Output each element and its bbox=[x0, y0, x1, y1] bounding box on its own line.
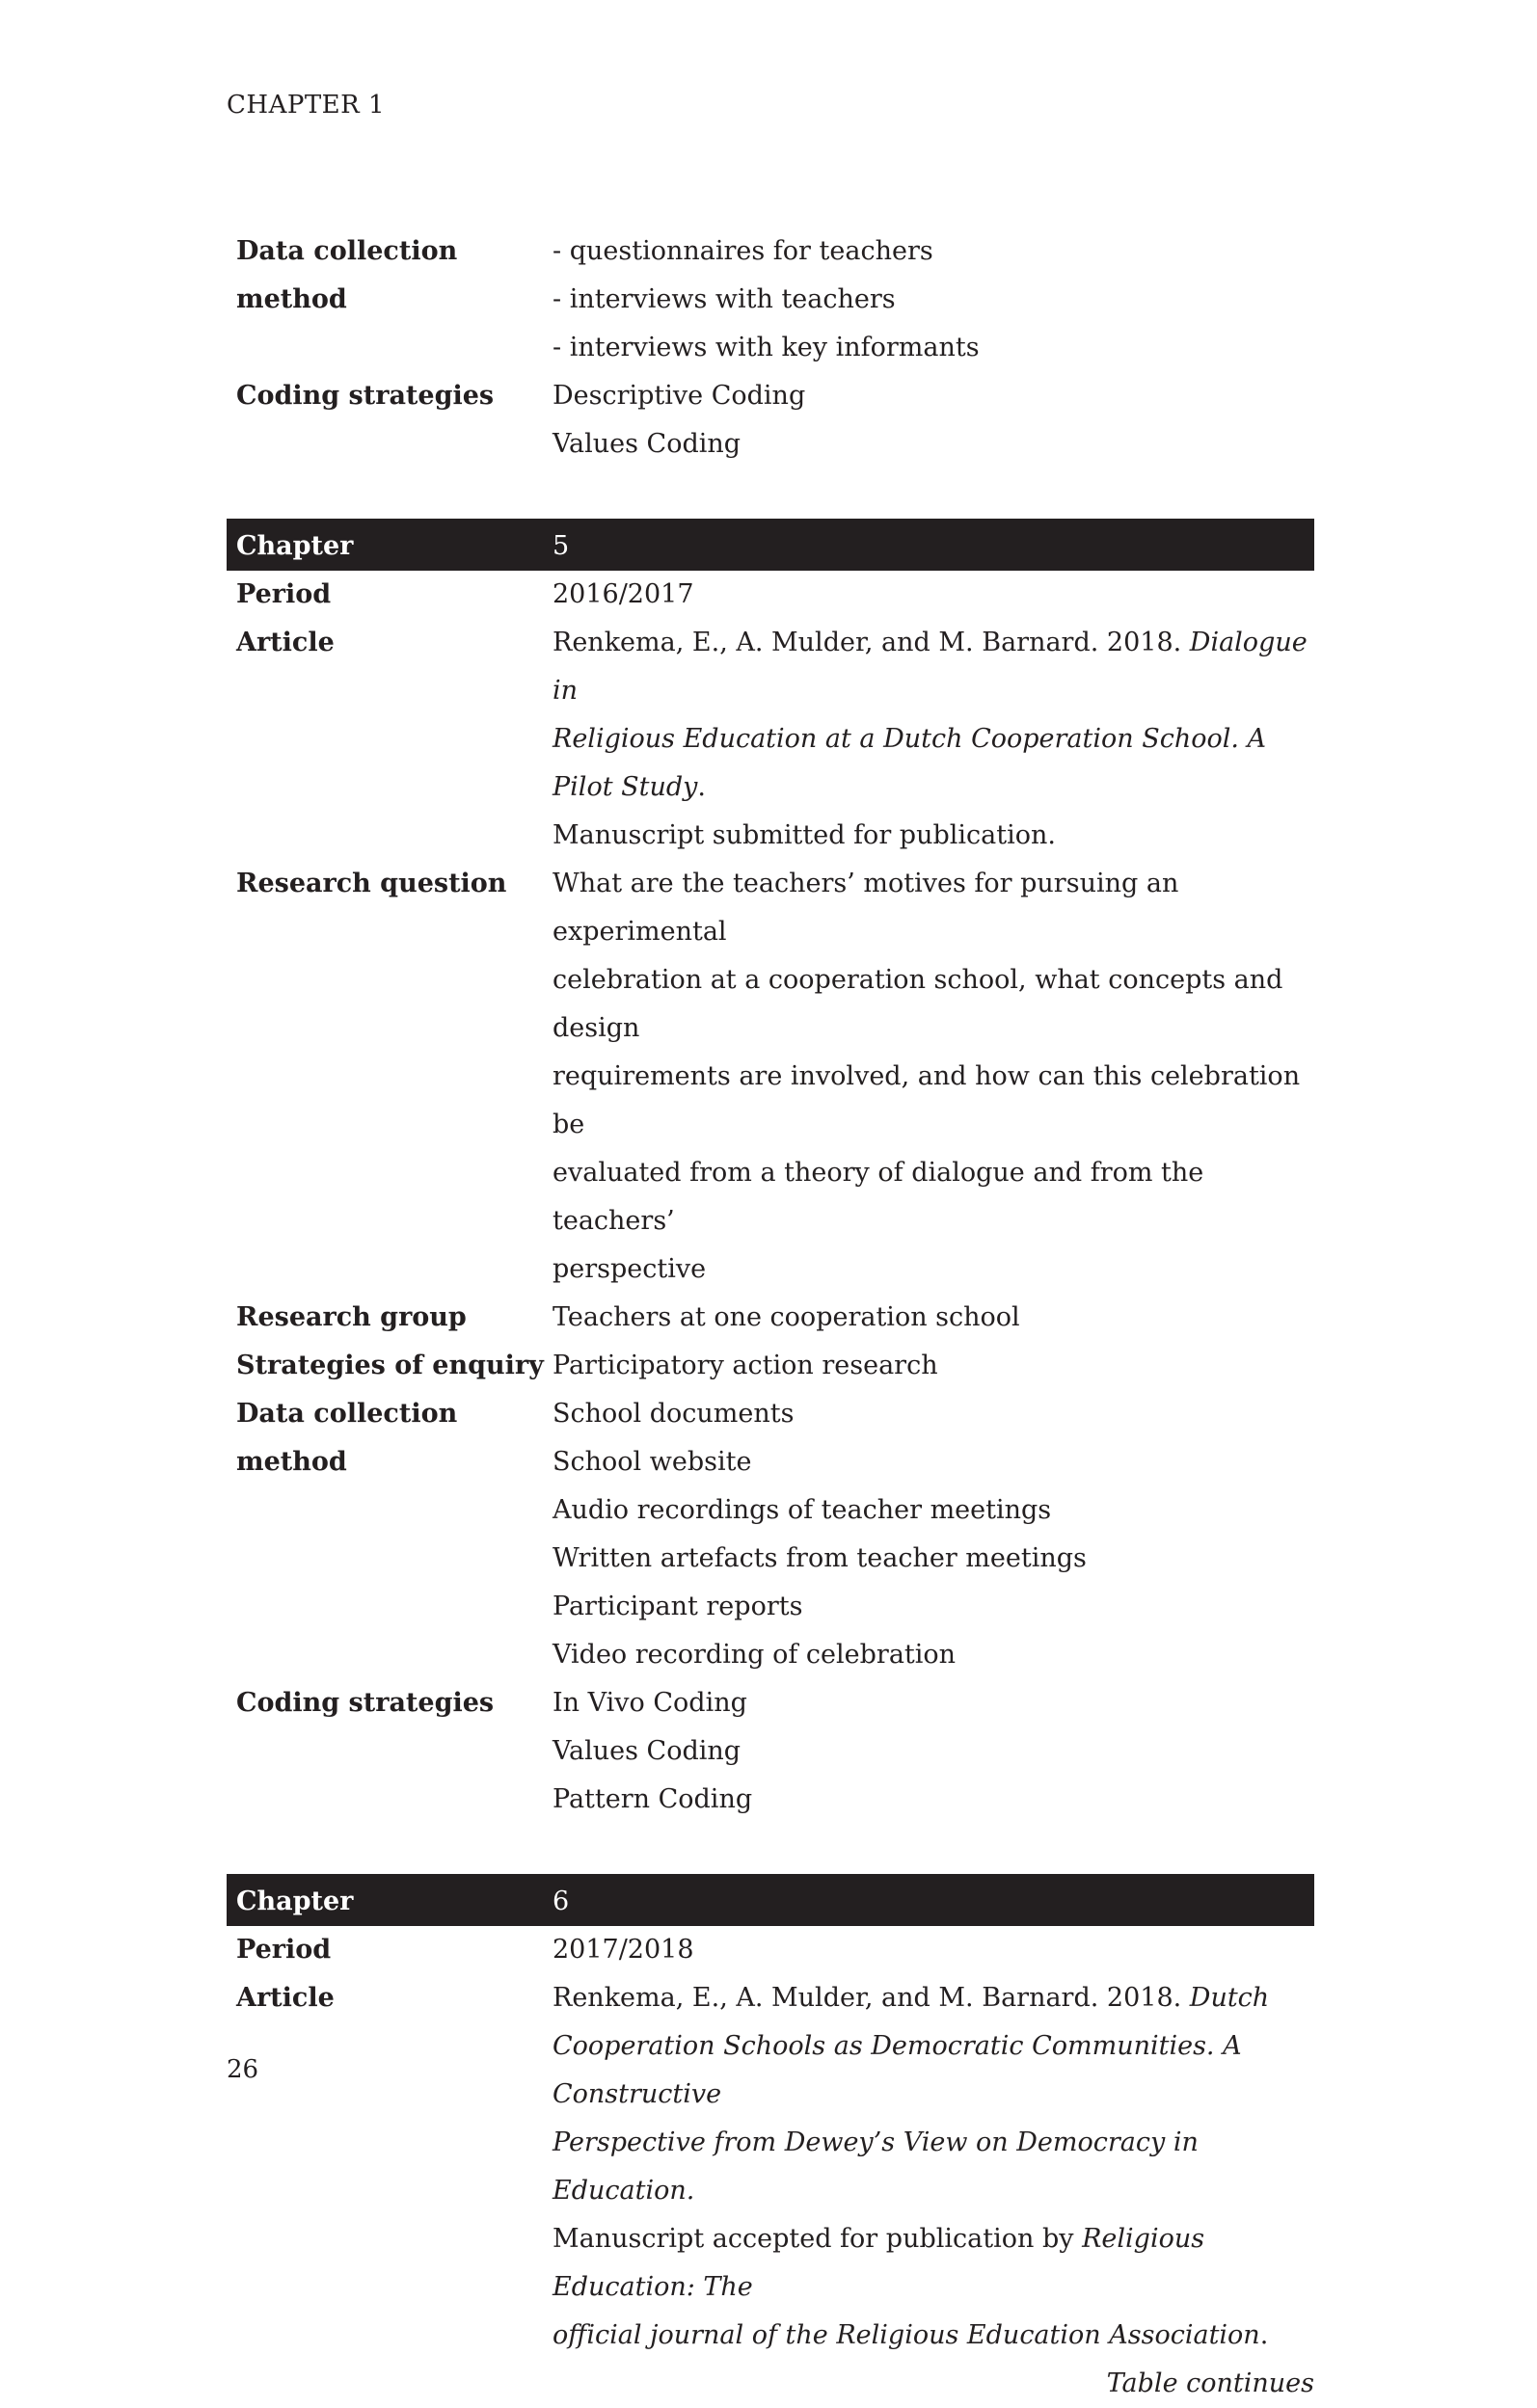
coding-row bbox=[227, 1679, 1314, 1824]
row-value bbox=[553, 860, 1314, 1294]
row-label: Data collection method bbox=[236, 236, 458, 314]
row-value: Participatory action research bbox=[553, 1351, 938, 1380]
list-item: In Vivo Coding bbox=[553, 1688, 747, 1718]
article-authors: Renkema, E., A. Mulder, and M. Barnard. 2018. bbox=[553, 1983, 1190, 2013]
row-label: Article bbox=[236, 1983, 335, 2013]
article-title: Dutch bbox=[1189, 1983, 1270, 2013]
text-line: celebration at a cooperation school, what concepts and design bbox=[553, 965, 1283, 1043]
list-item: Pattern Coding bbox=[553, 1784, 753, 1814]
chapter-number: 5 bbox=[553, 531, 570, 561]
list-item: - interviews with teachers bbox=[553, 284, 896, 314]
list-item: - questionnaires for teachers bbox=[553, 236, 933, 266]
row-value bbox=[553, 227, 1314, 372]
row-label: Period bbox=[236, 579, 332, 609]
list-item: - interviews with key informants bbox=[553, 333, 980, 362]
list-item: School documents bbox=[553, 1399, 795, 1429]
chapter-label: Chapter bbox=[236, 1886, 354, 1916]
row-label: Coding strategies bbox=[236, 381, 495, 411]
list-item: Video recording of celebration bbox=[553, 1640, 957, 1670]
article-authors: Renkema, E., A. Mulder, and M. Barnard. 2018. bbox=[553, 628, 1190, 657]
chapter-5-header bbox=[227, 519, 1314, 571]
row-value bbox=[553, 1390, 1314, 1679]
article-note: Manuscript accepted for publication by bbox=[553, 2224, 1083, 2254]
research-question-row bbox=[227, 860, 1314, 1294]
page-number: 26 bbox=[227, 2055, 259, 2084]
row-value: 2017/2018 bbox=[553, 1935, 694, 1965]
list-item: Values Coding bbox=[553, 1736, 742, 1766]
row-label: Coding strategies bbox=[236, 1688, 495, 1718]
running-head: CHAPTER 1 bbox=[227, 91, 386, 120]
data-collection-row bbox=[227, 1390, 1314, 1679]
row-value bbox=[553, 372, 1314, 468]
row-value: 2016/2017 bbox=[553, 579, 694, 609]
row-label: Data collection method bbox=[236, 1399, 458, 1477]
data-collection-row bbox=[227, 227, 1314, 372]
row-value: Teachers at one cooperation school bbox=[553, 1302, 1020, 1332]
research-group-row bbox=[227, 1294, 1314, 1342]
text-line: What are the teachers’ motives for pursuing an experimental bbox=[553, 869, 1179, 947]
text-line: evaluated from a theory of dialogue and from the teachers’ bbox=[553, 1158, 1204, 1236]
article-row bbox=[227, 1974, 1314, 2360]
table-continues-note: Table continues bbox=[1106, 2368, 1314, 2398]
row-label: Article bbox=[236, 628, 335, 657]
row-label: Period bbox=[236, 1935, 332, 1965]
period-row bbox=[227, 571, 1314, 619]
article-title: Religious Education at a Dutch Cooperation School. A Pilot Study bbox=[553, 724, 1267, 802]
article-title: Dialogue in bbox=[553, 628, 1308, 706]
list-item: Participant reports bbox=[553, 1592, 803, 1621]
list-item: Audio recordings of teacher meetings bbox=[553, 1495, 1052, 1525]
punctuation: . bbox=[697, 772, 706, 802]
row-label: Strategies of enquiry bbox=[236, 1351, 544, 1380]
row-value bbox=[553, 619, 1314, 860]
chapter-number: 6 bbox=[553, 1886, 570, 1916]
row-value bbox=[553, 1974, 1314, 2360]
research-overview-table bbox=[227, 227, 1314, 2408]
list-item: Values Coding bbox=[553, 429, 742, 459]
chapter-6-header bbox=[227, 1874, 1314, 1926]
row-value bbox=[553, 1679, 1314, 1824]
list-item: School website bbox=[553, 1447, 752, 1477]
article-row bbox=[227, 619, 1314, 860]
text-line: perspective bbox=[553, 1254, 707, 1284]
period-row bbox=[227, 1926, 1314, 1974]
row-label: Research question bbox=[236, 869, 507, 898]
row-label: Research group bbox=[236, 1302, 467, 1332]
article-title: Perspective from Dewey’s View on Democracy in Education. bbox=[553, 2127, 1199, 2206]
list-item: Written artefacts from teacher meetings bbox=[553, 1543, 1087, 1573]
strategies-row bbox=[227, 1342, 1314, 1390]
list-item: Descriptive Coding bbox=[553, 381, 806, 411]
text-line: requirements are involved, and how can this celebration be bbox=[553, 1061, 1301, 1139]
journal-name: Religious Education: The bbox=[553, 2224, 1205, 2302]
article-title: Cooperation Schools as Democratic Communities. A Constructive bbox=[553, 2031, 1242, 2109]
punctuation: . bbox=[1259, 2320, 1269, 2350]
article-note: Manuscript submitted for publication. bbox=[553, 820, 1056, 850]
coding-row bbox=[227, 372, 1314, 468]
chapter-label: Chapter bbox=[236, 531, 354, 561]
journal-name: official journal of the Religious Education Association bbox=[553, 2320, 1260, 2350]
